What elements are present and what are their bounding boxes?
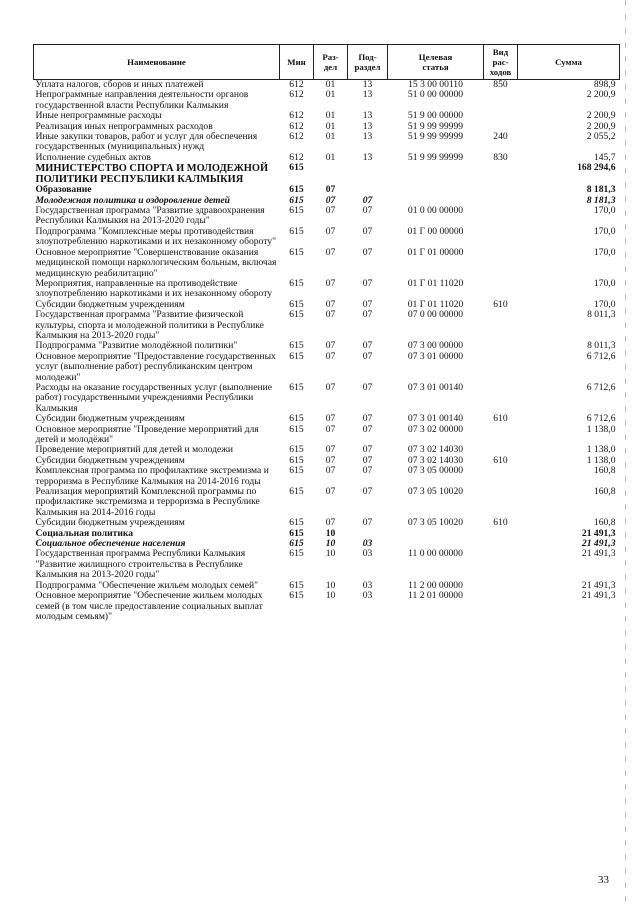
cell-sum: 21 491,3	[581, 579, 616, 591]
cell-podrazdel: 07	[362, 340, 373, 352]
cell-podrazdel: 03	[362, 548, 373, 560]
cell-sum: 1 138,0	[586, 423, 616, 435]
cell-target: 15 3 00 00110	[408, 79, 463, 90]
cell-podrazdel: 13	[362, 151, 373, 163]
cell-razdel: 07	[325, 413, 336, 425]
cell-vid	[484, 425, 518, 446]
header-razdel: Раз- дел	[314, 45, 348, 80]
header-vid: Вид рас- ходов	[484, 45, 518, 80]
cell-razdel: 10	[325, 548, 336, 560]
cell-min: 615	[289, 548, 304, 560]
cell-vid	[484, 487, 518, 518]
cell-min: 615	[289, 486, 304, 498]
cell-sum: 170,0	[593, 205, 616, 217]
cell-min: 615	[289, 454, 304, 466]
cell-sum: 21 491,3	[581, 527, 616, 539]
cell-name: Государственная программа "Развитие здравоохранения Республики Калмыкия на 2013-2020 годы"	[35, 205, 265, 227]
cell-podrazdel: 07	[362, 454, 373, 466]
cell-target: 01 0 00 00000	[407, 205, 464, 217]
cell-name: Образование	[35, 184, 92, 196]
cell-podrazdel: 07	[362, 194, 373, 206]
cell-razdel: 07	[325, 465, 336, 477]
cell-vid	[484, 581, 518, 591]
cell-podrazdel: 13	[362, 120, 373, 132]
cell-sum: 145,7	[593, 151, 616, 163]
cell-min: 615	[289, 184, 304, 196]
cell-vid	[484, 383, 518, 414]
cell-razdel: 07	[325, 486, 336, 498]
cell-vid: 850	[493, 79, 508, 90]
cell-min: 615	[289, 162, 304, 174]
cell-name: Социальная политика	[35, 527, 134, 539]
cell-min: 615	[289, 527, 304, 539]
cell-min: 615	[289, 465, 304, 477]
cell-sum: 8 011,3	[587, 340, 616, 352]
cell-podrazdel: 03	[362, 538, 373, 550]
cell-min: 615	[289, 246, 304, 258]
header-target: Целевая статья	[388, 45, 484, 80]
table-row	[34, 90, 620, 111]
cell-name: Непрограммные направления деятельности органов государственной власти Республики Калмыкия	[35, 89, 249, 111]
table-row	[34, 153, 620, 163]
cell-podrazdel: 07	[362, 246, 373, 258]
cell-podrazdel	[348, 163, 388, 185]
cell-podrazdel: 13	[362, 131, 373, 143]
cell-sum: 2 055,2	[586, 131, 616, 143]
cell-vid	[484, 248, 518, 279]
cell-podrazdel: 07	[362, 309, 373, 321]
cell-target: 11 0 00 00000	[408, 548, 463, 560]
cell-name: Молодежная политика и оздоровление детей	[35, 194, 230, 206]
cell-target: 07 3 02 14030	[407, 454, 464, 466]
cell-razdel: 07	[325, 184, 336, 196]
cell-target: 01 Г 01 11020	[407, 298, 464, 310]
cell-razdel: 07	[325, 340, 336, 352]
cell-name: Субсидии бюджетным учреждениям	[35, 454, 185, 466]
cell-name: Комплексная программа по профилактике экстремизма и терроризма в Республике Калмыкия на 2014-2016 годы	[35, 465, 269, 487]
table-row	[34, 279, 620, 300]
table-row	[34, 227, 620, 248]
cell-name: Субсидии бюджетным учреждениям	[35, 298, 185, 310]
cell-target: 51 0 00 00000	[407, 89, 464, 101]
cell-sum: 8 181,3	[586, 184, 616, 196]
cell-target: 51 9 99 99999	[407, 151, 464, 163]
cell-name: Исполнение судебных актов	[35, 151, 151, 163]
cell-min: 612	[289, 131, 304, 143]
cell-target: 51 9 00 00000	[407, 110, 464, 122]
cell-min: 615	[289, 350, 304, 362]
cell-target: 07 3 02 00000	[407, 423, 464, 435]
cell-vid	[484, 341, 518, 351]
cell-vid	[484, 591, 518, 622]
budget-table	[33, 44, 620, 622]
cell-vid	[484, 227, 518, 248]
cell-vid: 240	[493, 131, 508, 143]
cell-sum: 2 200,9	[586, 89, 616, 101]
cell-razdel	[314, 163, 348, 185]
cell-name: Основное мероприятие "Проведение мероприятий для детей и молодёжи"	[35, 423, 259, 445]
cell-name: Уплата налогов, сборов и иных платежей	[35, 79, 204, 90]
cell-target: 51 9 99 99999	[407, 131, 464, 143]
cell-podrazdel: 07	[362, 517, 373, 529]
cell-sum: 8 011,3	[587, 309, 616, 321]
table-header-row	[34, 45, 620, 80]
cell-razdel: 01	[325, 110, 336, 122]
cell-sum: 168 294,6	[577, 162, 616, 174]
cell-sum: 6 712,6	[586, 381, 616, 393]
cell-target: 07 3 01 00140	[407, 381, 464, 393]
cell-vid	[484, 466, 518, 487]
cell-sum: 8 181,3	[586, 194, 616, 206]
cell-min: 615	[289, 309, 304, 321]
cell-vid	[484, 279, 518, 300]
cell-podrazdel: 13	[362, 110, 373, 122]
cell-vid: 610	[493, 298, 508, 310]
cell-target: 07 3 01 00000	[407, 350, 464, 362]
cell-min: 615	[289, 381, 304, 393]
cell-vid: 830	[493, 151, 508, 163]
cell-target	[388, 529, 484, 539]
cell-name: Проведение мероприятий для детей и молодежи	[35, 444, 234, 456]
cell-razdel: 01	[325, 131, 336, 143]
cell-razdel: 10	[325, 579, 336, 591]
table-row	[34, 425, 620, 446]
cell-target: 11 2 01 00000	[408, 590, 463, 602]
cell-razdel: 07	[325, 381, 336, 393]
cell-name: Иные закупки товаров, работ и услуг для обеспечения государственных (муниципальных) нужд	[35, 131, 258, 153]
cell-podrazdel: 07	[362, 225, 373, 237]
cell-sum: 6 712,6	[586, 413, 616, 425]
cell-podrazdel: 07	[362, 277, 373, 289]
cell-vid: 610	[493, 454, 508, 466]
cell-target: 07 0 00 00000	[407, 309, 464, 321]
cell-podrazdel: 07	[362, 413, 373, 425]
cell-razdel: 07	[325, 423, 336, 435]
cell-vid	[484, 529, 518, 539]
cell-sum: 2 200,9	[586, 110, 616, 122]
cell-vid: 610	[493, 517, 508, 529]
cell-sum: 21 491,3	[581, 548, 616, 560]
cell-podrazdel: 07	[362, 465, 373, 477]
cell-sum: 898,9	[593, 79, 616, 90]
cell-sum: 160,8	[593, 517, 616, 529]
cell-sum: 170,0	[593, 277, 616, 289]
table-row	[34, 466, 620, 487]
cell-razdel: 07	[325, 454, 336, 466]
cell-name: Субсидии бюджетным учреждениям	[35, 413, 185, 425]
cell-podrazdel: 07	[362, 350, 373, 362]
cell-vid	[484, 539, 518, 549]
table-row	[34, 549, 620, 580]
cell-razdel: 01	[325, 120, 336, 132]
cell-vid	[484, 111, 518, 121]
cell-razdel: 10	[325, 527, 336, 539]
scan-edge-line	[625, 0, 626, 905]
cell-target: 07 3 01 00140	[407, 413, 464, 425]
cell-name: Социальное обеспечение населения	[35, 538, 186, 550]
cell-sum: 21 491,3	[581, 590, 616, 602]
cell-vid	[484, 185, 518, 195]
cell-razdel: 10	[325, 590, 336, 602]
cell-razdel: 01	[325, 151, 336, 163]
header-name: Наименование	[34, 45, 280, 80]
cell-min: 615	[289, 590, 304, 602]
cell-target: 01 Г 01 00000	[407, 246, 464, 258]
cell-razdel: 07	[325, 225, 336, 237]
cell-min: 615	[289, 538, 304, 550]
cell-name: Подпрограмма "Комплексные меры противодействия злоупотреблению наркотиками и их незаконному обороту"	[35, 225, 276, 248]
cell-sum: 2 200,9	[586, 120, 616, 132]
cell-podrazdel: 07	[362, 381, 373, 393]
cell-vid	[484, 549, 518, 580]
cell-min: 615	[289, 194, 304, 206]
cell-name: Основное мероприятие "Обеспечение жильем молодых семей (в том числе предоставление социальных выплат молодым семьям)"	[35, 590, 263, 622]
cell-name: Субсидии бюджетным учреждениям	[35, 517, 185, 529]
cell-vid	[484, 163, 518, 185]
cell-podrazdel: 03	[362, 590, 373, 602]
cell-min: 615	[289, 277, 304, 289]
table-body	[34, 80, 620, 623]
cell-razdel: 07	[325, 444, 336, 456]
cell-sum: 6 712,6	[586, 350, 616, 362]
cell-name: Реализация мероприятий Комплексной программы по профилактике экстремизма и терроризма в Республике Калмыкия на 2014-2016 годы	[35, 486, 260, 518]
cell-min: 612	[289, 151, 304, 163]
cell-target: 01 Г 01 11020	[407, 277, 464, 289]
cell-vid: 610	[493, 413, 508, 425]
cell-min: 615	[289, 444, 304, 456]
table-row	[34, 206, 620, 227]
cell-min: 615	[289, 423, 304, 435]
header-podrazdel: Под- раздел	[348, 45, 388, 80]
cell-podrazdel: 07	[362, 423, 373, 435]
document-page	[33, 44, 619, 622]
cell-razdel: 07	[325, 350, 336, 362]
cell-razdel: 07	[325, 246, 336, 258]
cell-target: 07 3 00 00000	[407, 340, 464, 352]
cell-min: 615	[289, 579, 304, 591]
cell-razdel: 07	[325, 298, 336, 310]
cell-min: 615	[289, 205, 304, 217]
cell-podrazdel: 13	[362, 89, 373, 101]
cell-sum: 170,0	[593, 246, 616, 258]
table-row	[34, 487, 620, 518]
cell-name: Государственная программа Республики Калмыкия "Развитие жилищного строительства в Республике Калмыкия на 2013-2020 годы"	[35, 548, 246, 581]
cell-min: 615	[289, 413, 304, 425]
cell-sum: 21 491,3	[581, 538, 616, 550]
cell-target: 51 9 99 99999	[407, 120, 464, 132]
cell-min: 612	[289, 79, 304, 90]
cell-sum: 170,0	[593, 298, 616, 310]
cell-sum: 1 138,0	[586, 454, 616, 466]
cell-podrazdel: 13	[362, 79, 373, 90]
cell-vid	[484, 352, 518, 383]
cell-podrazdel: 07	[362, 444, 373, 456]
cell-podrazdel: 07	[362, 205, 373, 217]
cell-name: Основное мероприятие "Совершенствование оказания медицинской помощи наркологическим больным, включая медицинскую реабилитацию"	[35, 246, 277, 279]
cell-name: Подпрограмма "Обеспечение жильем молодых семей"	[35, 579, 259, 591]
header-min: Мин	[280, 45, 314, 80]
cell-min: 615	[289, 298, 304, 310]
page-number: 33	[598, 874, 609, 886]
cell-target	[388, 185, 484, 195]
table-row	[34, 352, 620, 383]
cell-razdel: 07	[325, 517, 336, 529]
cell-name: МИНИСТЕРСТВО СПОРТА И МОЛОДЕЖНОЙ ПОЛИТИКИ РЕСПУБЛИКИ КАЛМЫКИЯ	[35, 163, 269, 186]
cell-target: 07 3 05 10020	[407, 486, 464, 498]
cell-target: 01 Г 00 00000	[407, 225, 464, 237]
cell-vid	[484, 196, 518, 206]
cell-min: 612	[289, 89, 304, 101]
cell-vid	[484, 206, 518, 227]
cell-target: 07 3 05 00000	[407, 465, 464, 477]
cell-name: Расходы на оказание государственных услуг (выполнение работ) государственными учреждениями Республики Калмыкия	[35, 381, 272, 414]
cell-name: Мероприятия, направленные на противодействие злоупотреблению наркотиками и их незаконному обороту	[35, 277, 273, 300]
header-sum: Сумма	[518, 45, 620, 80]
cell-min: 615	[289, 517, 304, 529]
cell-razdel: 07	[325, 277, 336, 289]
cell-podrazdel: 07	[362, 298, 373, 310]
cell-razdel: 07	[325, 194, 336, 206]
cell-min: 612	[289, 120, 304, 132]
cell-name: Основное мероприятие "Предоставление государственных услуг (выполнение работ) республиканским центром молодежи"	[35, 350, 276, 383]
cell-name: Подпрограмма "Развитие молодёжной политики"	[35, 340, 238, 352]
cell-razdel: 07	[325, 309, 336, 321]
table-row	[34, 310, 620, 341]
table-row	[34, 132, 620, 153]
cell-vid	[484, 90, 518, 111]
cell-min: 615	[289, 225, 304, 237]
cell-razdel: 10	[325, 538, 336, 550]
cell-razdel: 01	[325, 79, 336, 90]
cell-sum: 160,8	[593, 465, 616, 477]
cell-razdel: 07	[325, 205, 336, 217]
table-row	[34, 163, 620, 185]
cell-target: 11 2 00 00000	[408, 579, 463, 591]
cell-podrazdel: 03	[362, 579, 373, 591]
cell-target: 07 3 02 14030	[407, 444, 464, 456]
cell-razdel: 01	[325, 89, 336, 101]
cell-sum: 1 138,0	[586, 444, 616, 456]
cell-name: Иные непрограммные расходы	[35, 110, 162, 122]
table-row	[34, 248, 620, 279]
cell-min: 612	[289, 110, 304, 122]
cell-target	[388, 163, 484, 185]
table-row	[34, 383, 620, 414]
cell-vid	[484, 310, 518, 341]
cell-name: Государственная программа "Развитие физической культуры, спорта и молодежной политики в Республике Калмыкия на 2013-2020 годы"	[35, 309, 264, 341]
cell-podrazdel: 07	[362, 486, 373, 498]
cell-sum: 160,8	[593, 486, 616, 498]
cell-name: Реализация иных непрограммных расходов	[35, 120, 213, 132]
cell-target: 07 3 05 10020	[407, 517, 464, 529]
table-row	[34, 591, 620, 622]
cell-sum: 170,0	[593, 225, 616, 237]
cell-min: 615	[289, 340, 304, 352]
